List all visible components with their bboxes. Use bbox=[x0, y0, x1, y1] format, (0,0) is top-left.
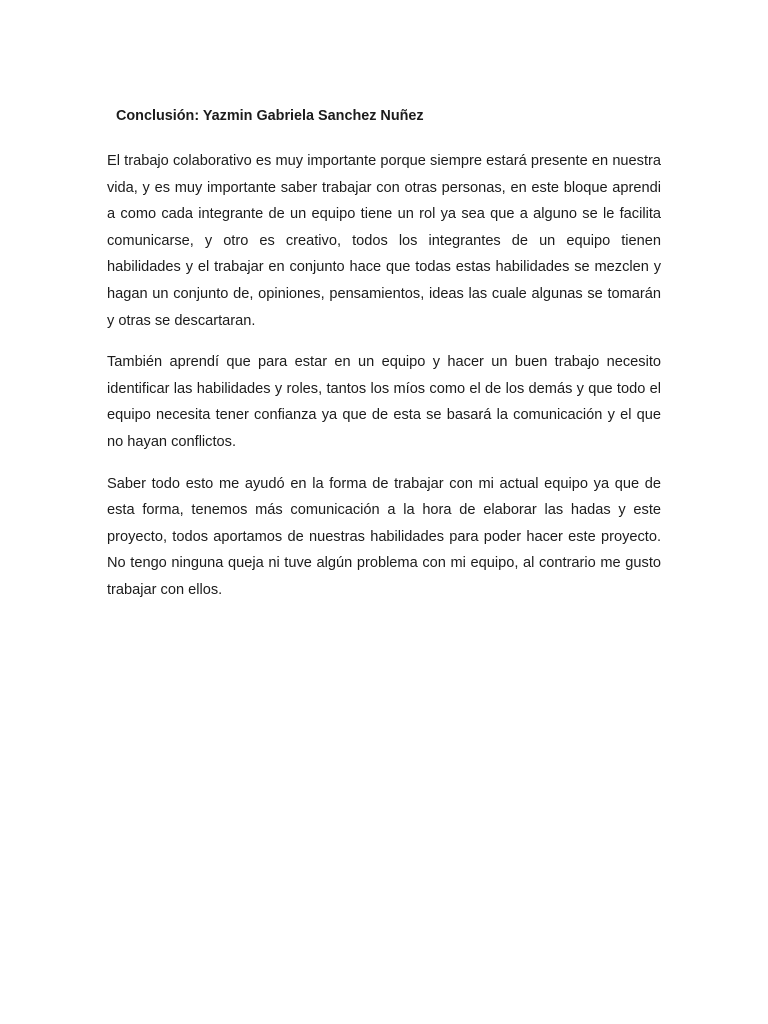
paragraph-3: Saber todo esto me ayudó en la forma de trabajar con mi actual equipo ya que de esta forma, tenemos más comunicación a la hora de elaborar las hadas y este proyecto, todos aportamos de nuestras habilidades para poder hacer este proyecto. No tengo ninguna queja ni tuve algún problema con mi equipo, al contrario me gusto trabajar con ellos. bbox=[107, 475, 661, 598]
document-title: Conclusión: Yazmin Gabriela Sanchez Nuñez bbox=[116, 108, 424, 124]
document-body bbox=[107, 148, 661, 619]
paragraph-1: El trabajo colaborativo es muy importante porque siempre estará presente en nuestra vida, y es muy importante saber trabajar con otras personas, en este bloque aprendi a como cada integrante de un equipo tiene un rol ya sea que a alguno se le facilita comunicarse, y otro es creativo, todos los integrantes de un equipo tienen habilidades y el trabajar en conjunto hace que todas estas habilidades se mezclen y hagan un conjunto de, opiniones, pensamientos, ideas las cuale algunas se tomarán y otras se descartaran. bbox=[107, 153, 661, 329]
paragraph-2: También aprendí que para estar en un equipo y hacer un buen trabajo necesito identificar las habilidades y roles, tantos los míos como el de los demás y que todo el equipo necesita tener confianza ya que de esta se basará la comunicación y el que no hayan conflictos. bbox=[107, 354, 661, 450]
